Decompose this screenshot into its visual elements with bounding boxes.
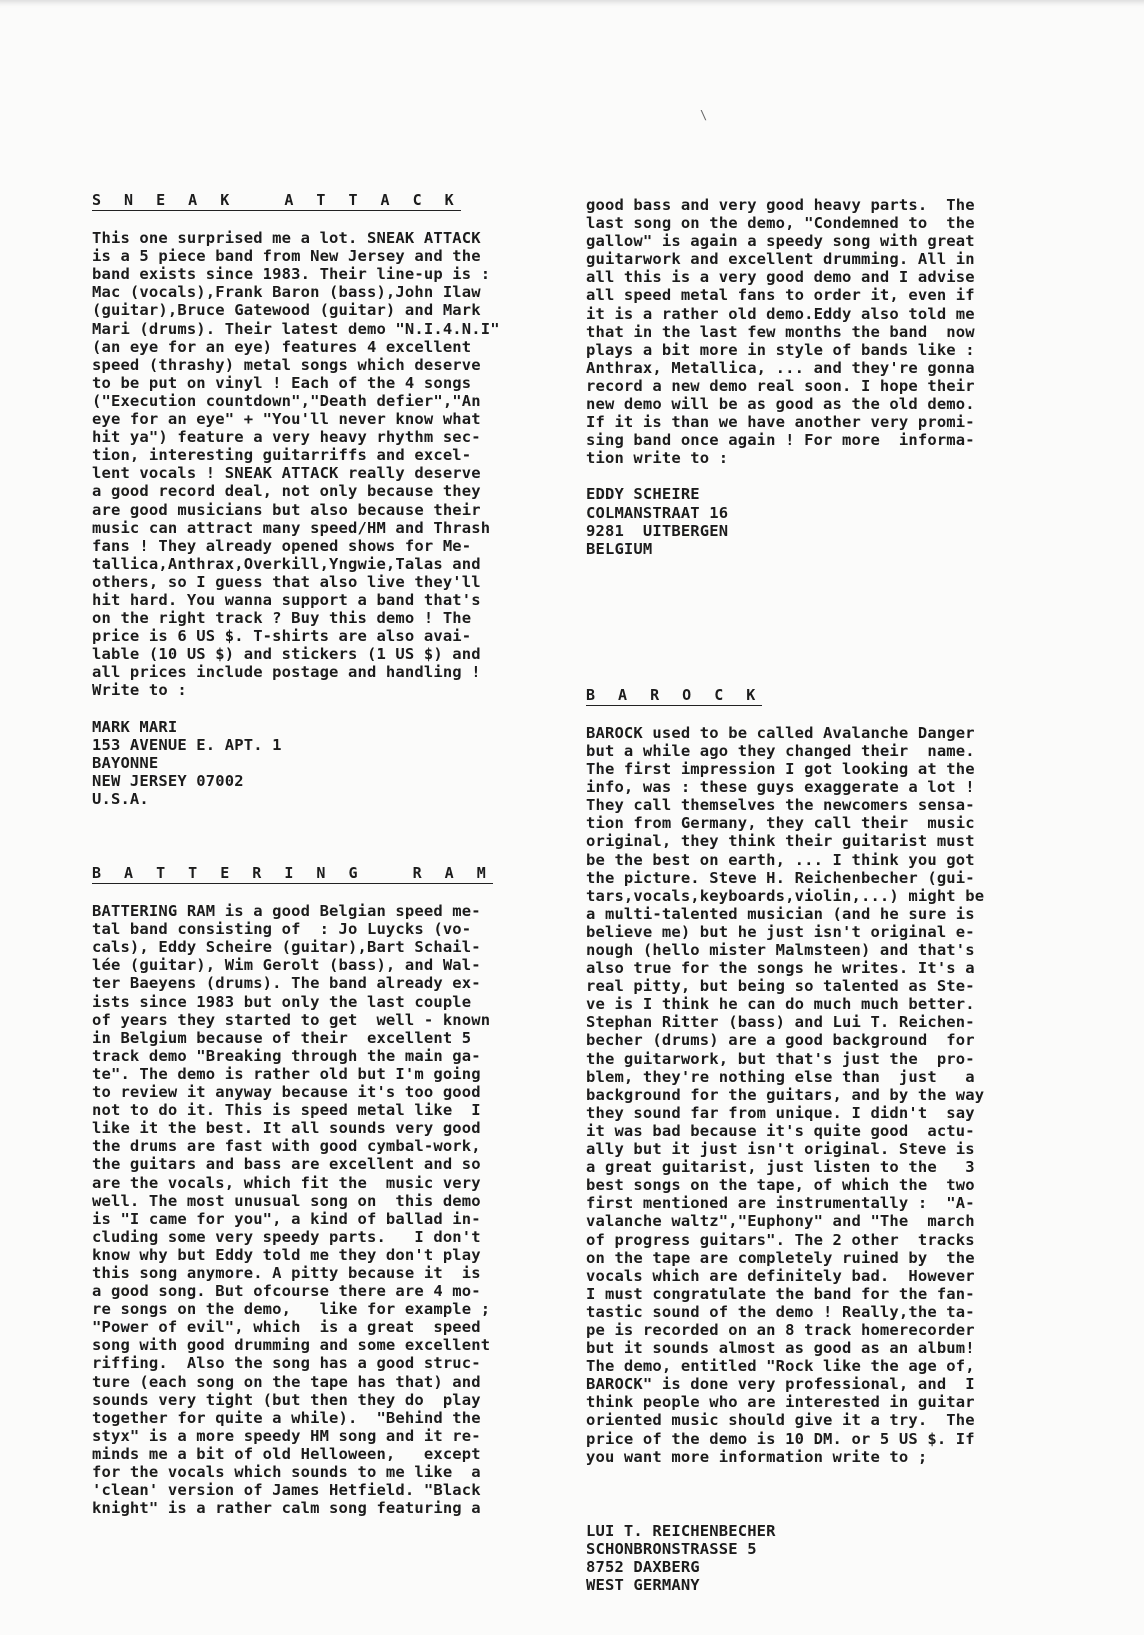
barock-heading: B A R O C K bbox=[586, 686, 762, 706]
right-column bbox=[586, 196, 1041, 1594]
sneak-attack-review: This one surprised me a lot. SNEAK ATTACK is a 5 piece band from New Jersey and the band exists since 1983. Their line-up is : Mac (vocals),Frank Baron (bass),John Ilaw (guitar),Bruce Gatewood (guitar) and Mark Mari (drums). Their latest demo "N.I.4.N.I" (an eye for an eye) features 4 excellent speed (thrashy) metal songs which deserve to be put on vinyl ! Each of the 4 songs ("Execution countdown","Death defier","An eye for an eye" + "You'll never know what hit ya") feature a very heavy rhythm sec- tion, interesting guitarriffs and excel- lent vocals ! SNEAK ATTACK really deserve a good record deal, not only because they are good musicians but also because their music can attract many speed/HM and Thrash fans ! They already opened shows for Me- tallica,Anthrax,Overkill,Yngwie,Talas and others, so I guess that also live they'll hit hard. You wanna support a band that's on the right track ? Buy this demo ! The price is 6 US $. T-shirts are also avai- lable (10 US $) and stickers (1 US $) and all prices include postage and handling ! Write to : bbox=[92, 229, 500, 700]
battering-ram-heading: B A T T E R I N G R A M bbox=[92, 864, 493, 884]
barock-address: LUI T. REICHENBECHER SCHONBRONSTRASSE 5 8752 DAXBERG WEST GERMANY bbox=[586, 1521, 776, 1594]
battering-ram-address: EDDY SCHEIRE COLMANSTRAAT 16 9281 UITBERGEN BELGIUM bbox=[586, 485, 729, 558]
battering-ram-review-continued: good bass and very good heavy parts. The last song on the demo, "Condemned to the gallow" is again a speedy song with great guitarwork and excellent drumming. All in all this is a very good demo and I advise all speed metal fans to order it, even if it is a rather old demo.Eddy also told me that in the last few months the band now plays a bit more in style of bands like : Anthrax, Metallica, ... and they're gonna record a new demo real soon. I hope their new demo will be as good as the old demo. If it is than we have another very promi- sing band once again ! For more informa- tion write to : bbox=[586, 196, 975, 468]
sneak-attack-heading: S N E A K A T T A C K bbox=[92, 191, 461, 211]
battering-ram-review: BATTERING RAM is a good Belgian speed me- tal band consisting of : Jo Luycks (vo- cals), Eddy Scheire (guitar),Bart Schail- lée (guitar), Wim Gerolt (bass), and Wal- ter Baeyens (drums). The band already ex- ists since 1983 but only the last couple of years they started to get well - known in Belgium because of their excellent 5 track demo "Breaking through the main ga- te". The demo is rather old but I'm going to review it anyway because it's too good not to do it. This is speed metal like I like it the best. It all sounds very good the drums are fast with good cymbal-work, the guitars and bass are excellent and so are the vocals, which fit the music very well. The most unusual song on this demo is "I came for you", a kind of ballad in- cluding some very speedy parts. I don't know why but Eddy told me they don't play this song anymore. A pitty because it is a good song. But ofcourse there are 4 mo- re songs on the demo, like for example ; "Power of evil", which is a great speed song with good drumming and some excellent riffing. Also the song has a good struc- ture (each song on the tape has that) and sounds very tight (but then they do play together for quite a while). "Behind the styx" is a more speedy HM song and it re- minds me a bit of old Helloween, except for the vocals which sounds to me like a 'clean' version of James Hetfield. "Black knight" is a rather calm song featuring a bbox=[92, 902, 491, 1518]
sneak-attack-address: MARK MARI 153 AVENUE E. APT. 1 BAYONNE NEW JERSEY 07002 U.S.A. bbox=[92, 717, 282, 808]
barock-review: BAROCK used to be called Avalanche Danger but a while ago they changed their name. The first impression I got looking at the info, was : these guys exaggerate a lot ! They call themselves the newcomers sensa- tion from Germany, they call their music original, they think their guitarist must be the best on earth, ... I think you got the picture. Steve H. Reichenbecher (gui- tars,vocals,keyboards,violin,...) might be a multi-talented musician (and he sure is believe me) but he just isn't original e- nough (hello mister Malmsteen) and that's also true for the songs he writes. It's a real pitty, but being so talented as Ste- ve is I think he can do much much better. Stephan Ritter (bass) and Lui T. Reichen- becher (drums) are a good background for the guitarwork, but that's just the pro- blem, they're nothing else than just a background for the guitars, and by the way they sound far from unique. I didn't say it was bad because it's quite good actu- ally but it just isn't original. Steve is a great guitarist, just listen to the 3 best songs on the tape, of which the two first mentioned are instrumentally : "A- valanche waltz","Euphony" and "The march of progress guitars". The 2 other tracks on the tape are completely ruined by the vocals which are definitely bad. However I must congratulate the band for the fan- tastic sound of the demo ! Really,the ta- pe is recorded on an 8 track homerecorder but it sounds almost as good as an album! The demo, entitled "Rock like the age of, BAROCK" is done very professional, and I think people who are interested in guitar oriented music should give it a try. The price of the demo is 10 DM. or 5 US $. If you want more information write to ; bbox=[586, 723, 985, 1466]
left-column bbox=[92, 191, 542, 1517]
stray-mark: \ bbox=[700, 108, 708, 122]
